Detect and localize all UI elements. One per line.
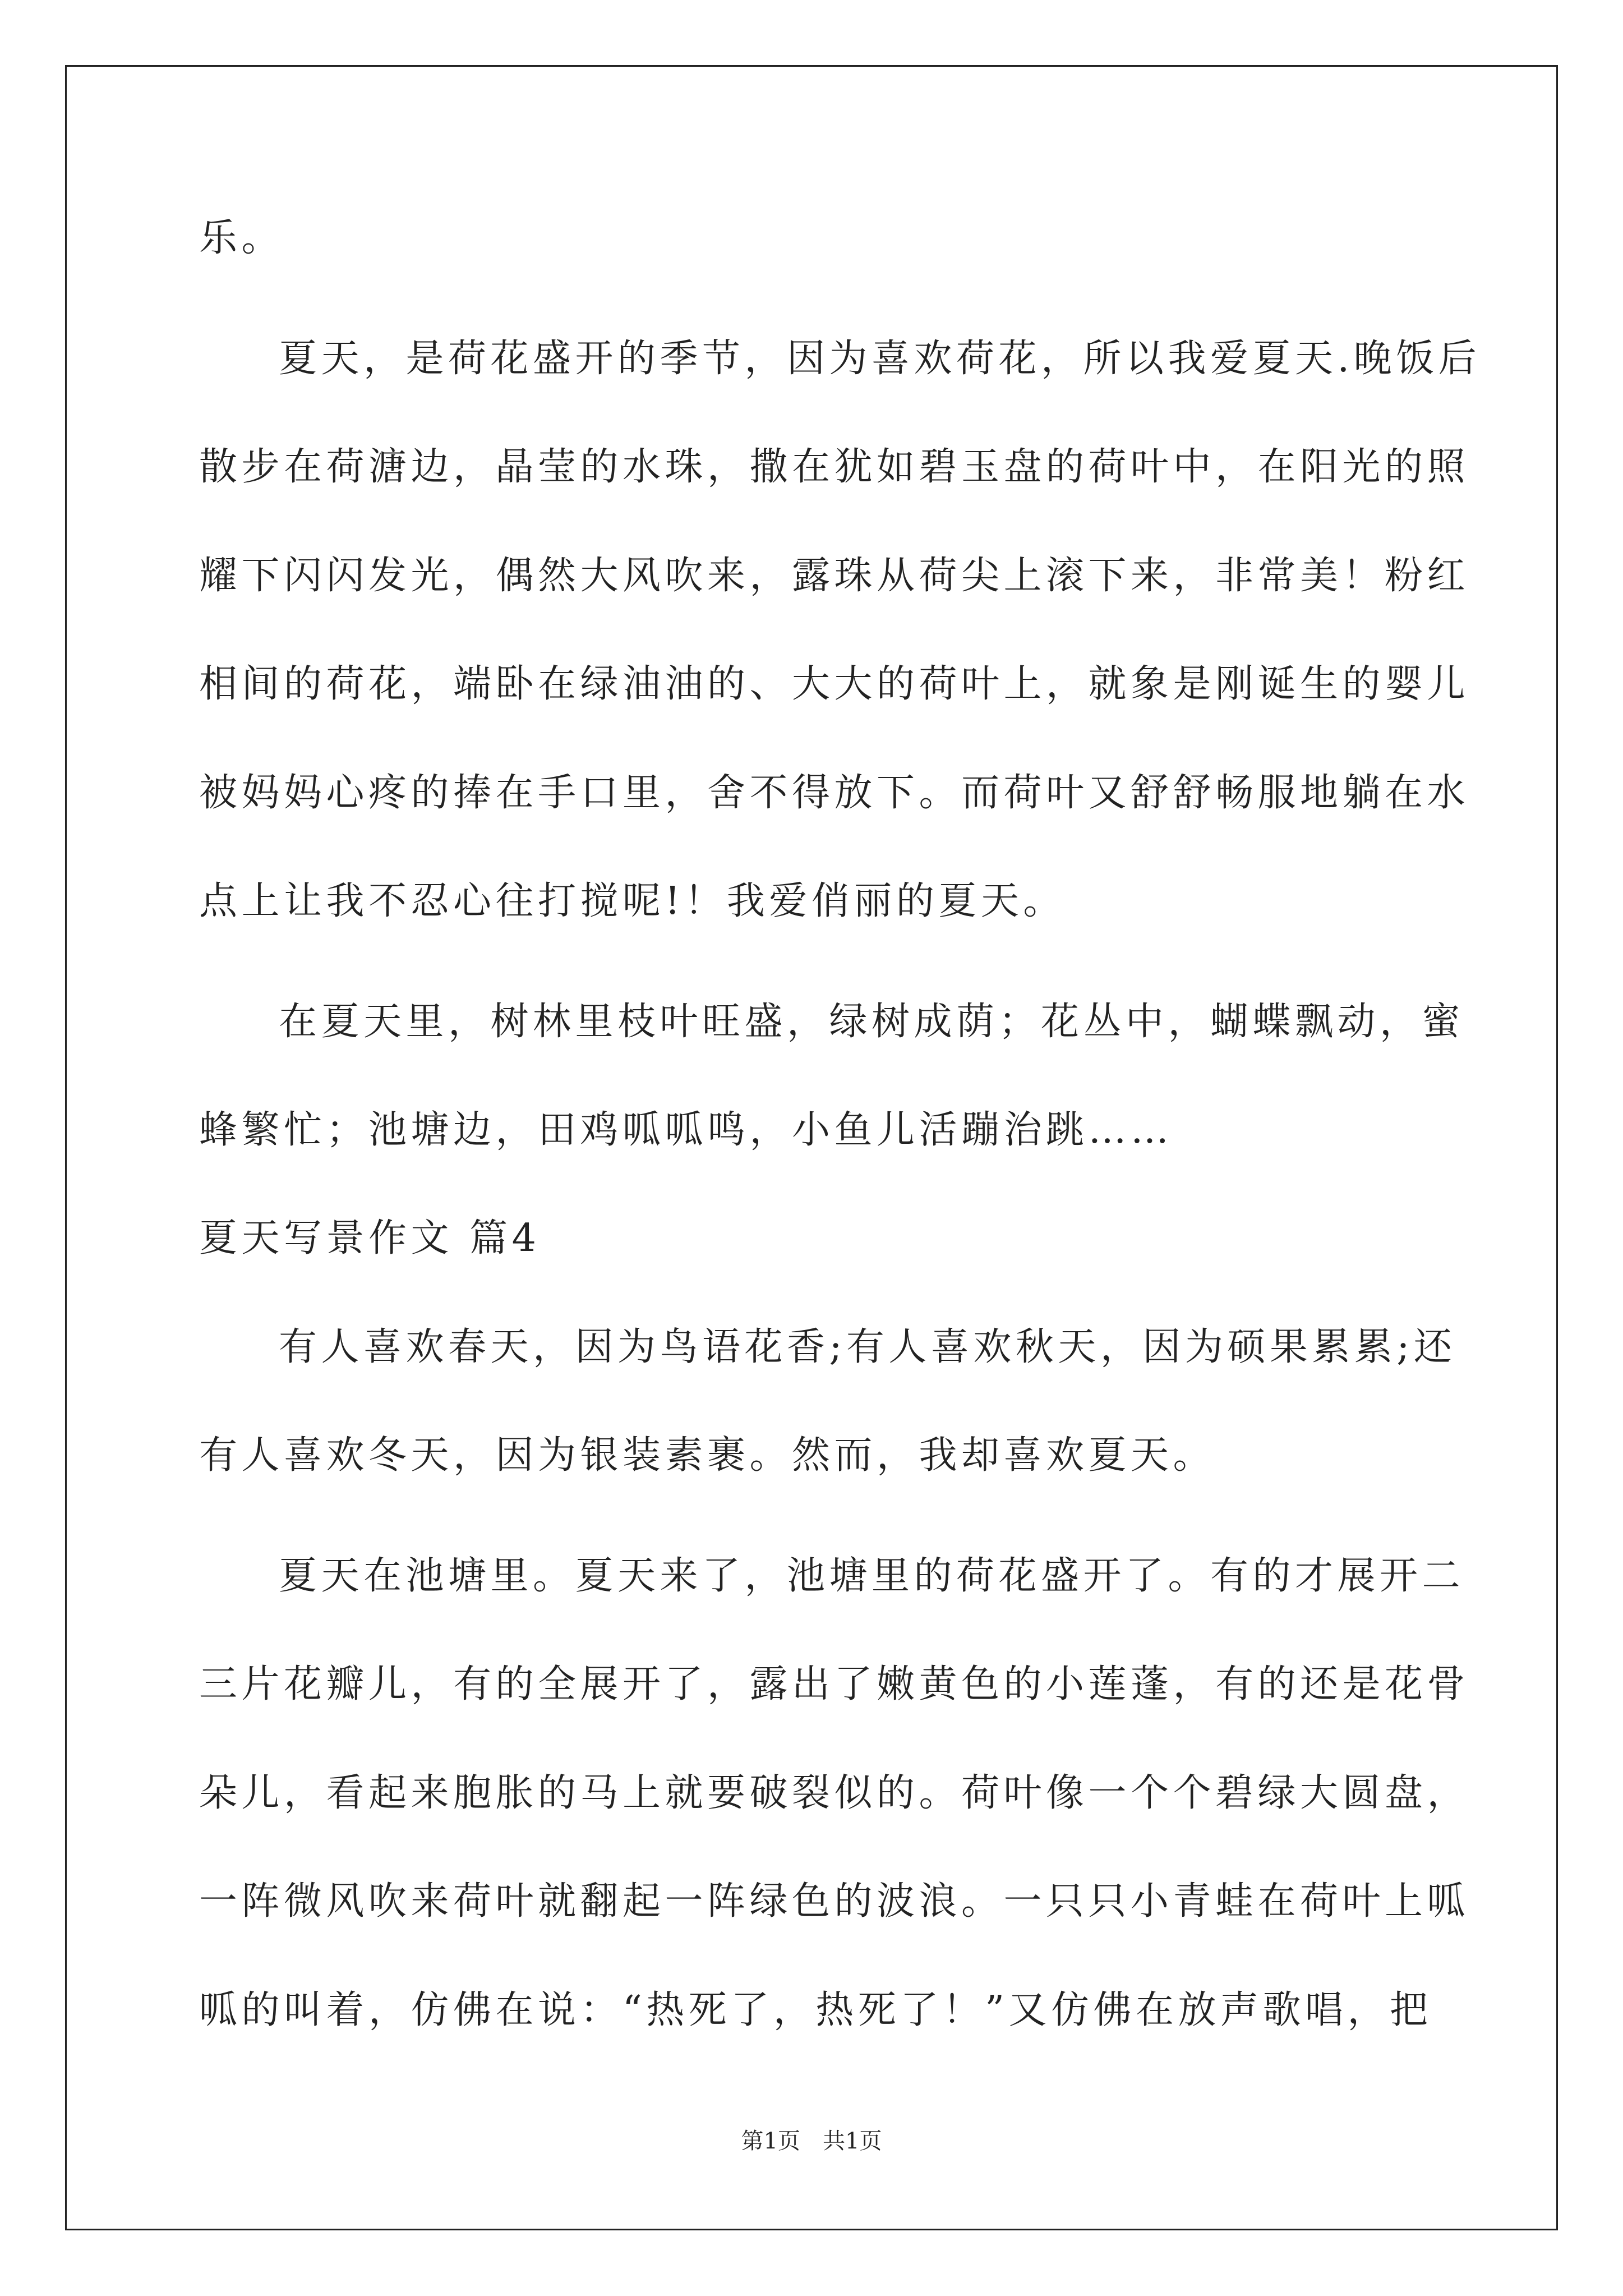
text-line-7: 点上让我不忍心往打搅呢!！我爱俏丽的夏天。 [199,879,1066,923]
text-line-10: 有人喜欢春天，因为鸟语花香;有人喜欢秋天，因为硕果累累;还 [279,1325,1456,1369]
text-line-11: 有人喜欢冬天，因为银装素裹。然而，我却喜欢夏天。 [199,1433,1216,1478]
text-line-15: 一阵微风吹来荷叶就翻起一阵绿色的波浪。一只只小青蛙在荷叶上呱 [199,1879,1470,1924]
text-line-4: 耀下闪闪发光，偶然大风吹来，露珠从荷尖上滚下来，非常美！粉红 [199,554,1470,598]
text-line-13: 三片花瓣儿，有的全展开了，露出了嫩黄色的小莲蓬，有的还是花骨 [199,1662,1470,1706]
text-line-14: 朵儿，看起来胞胀的马上就要破裂似的。荷叶像一个个碧绿大圆盘， [199,1771,1470,1815]
text-line-9: 蜂繁忙；池塘边，田鸡呱呱鸣，小鱼儿活蹦治跳…… [199,1108,1173,1152]
text-line-8: 在夏天里，树林里枝叶旺盛，绿树成荫；花丛中，蝴蝶飘动，蜜 [279,1000,1465,1044]
text-line-3: 散步在荷溏边，晶莹的水珠，撒在犹如碧玉盘的荷叶中，在阳光的照 [199,445,1470,489]
text-line-12: 夏天在池塘里。夏天来了，池塘里的荷花盛开了。有的才展开二 [279,1554,1465,1598]
text-line-2: 夏天，是荷花盛开的季节，因为喜欢荷花，所以我爱夏天.晚饭后 [279,337,1481,381]
page-footer: 第1页 共1页 [741,2128,882,2154]
text-line-1: 乐。 [199,216,284,260]
text-line-16: 呱的叫着，仿佛在说：“热死了，热死了！”又仿佛在放声歌唱，把 [199,1988,1432,2032]
text-line-6: 被妈妈心疼的捧在手口里，舍不得放下。而荷叶又舒舒畅服地躺在水 [199,771,1470,815]
section-heading: 夏天写景作文 篇4 [199,1216,541,1260]
text-line-5: 相间的荷花，端卧在绿油油的、大大的荷叶上，就象是刚诞生的婴儿 [199,662,1470,706]
